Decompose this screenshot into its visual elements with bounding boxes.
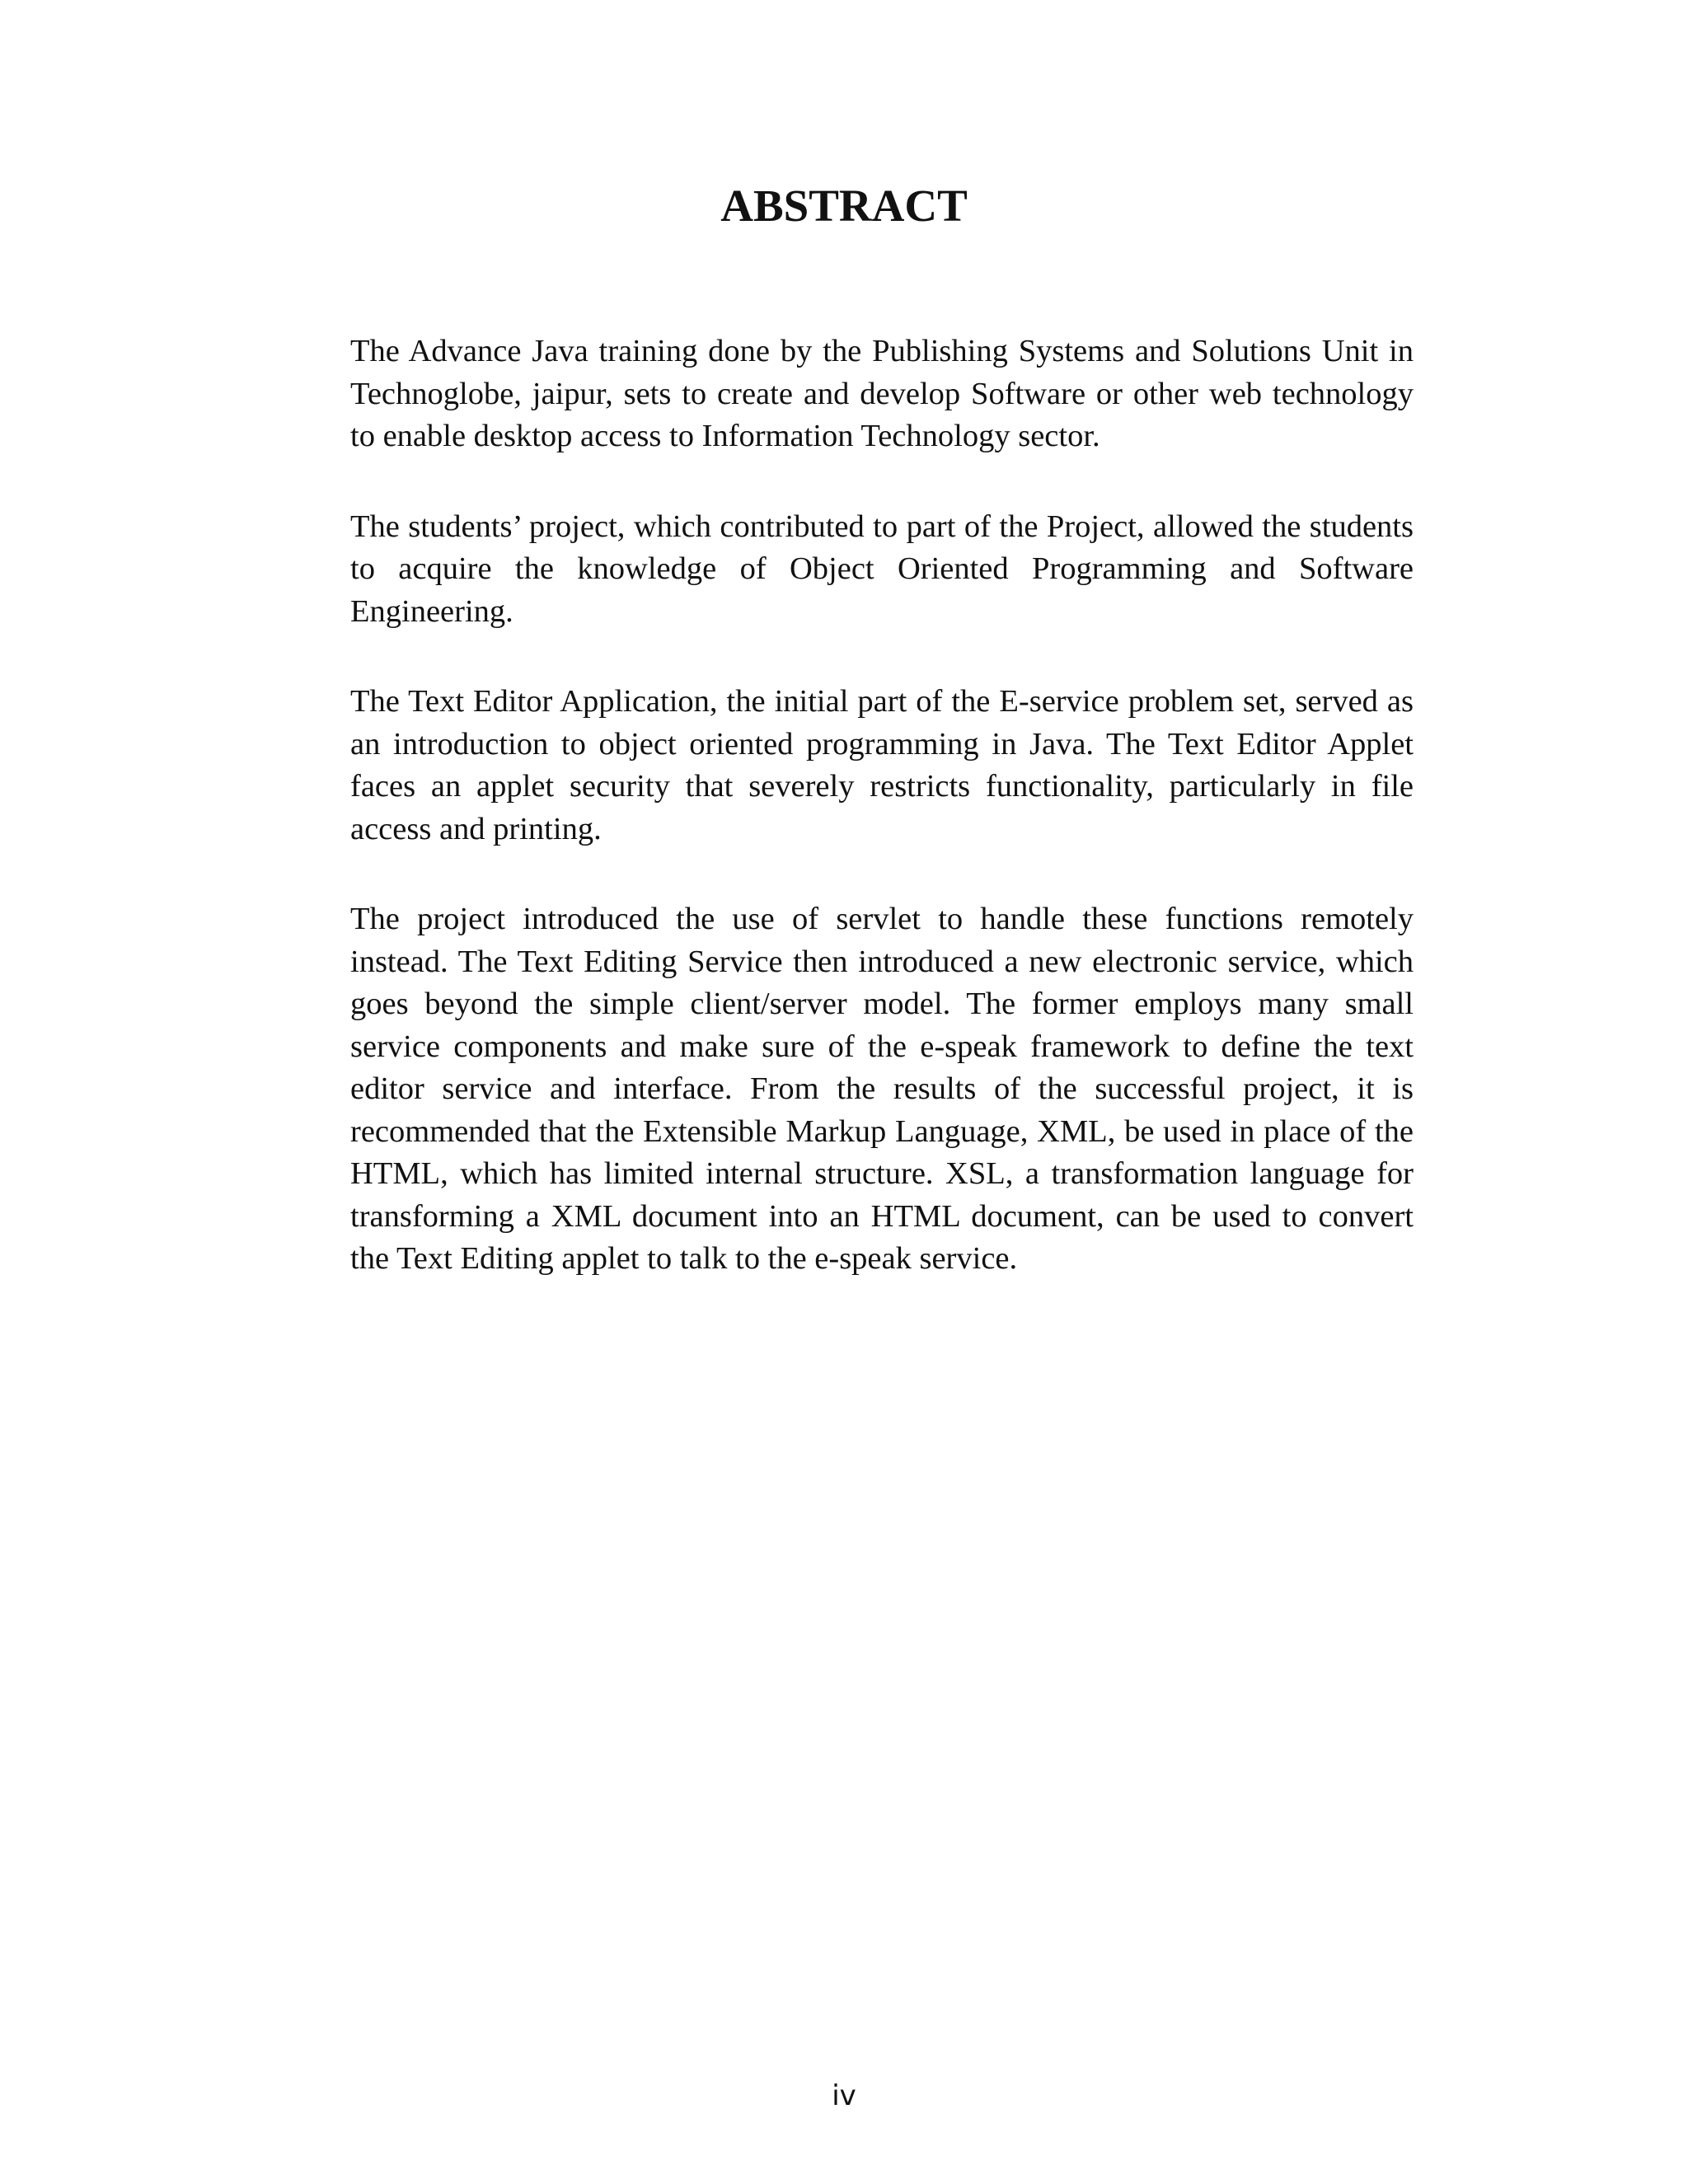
abstract-paragraph-3: The Text Editor Application, the initial part of the E-service problem set, served as an introduction to object oriented programming in Java. The Text Editor Applet faces an applet security that severely restricts functionality, particularly in file access and printing. [350,684,1414,846]
abstract-paragraph-2: The students’ project, which contributed to part of the Project, allowed the students to acquire the knowledge of Object Oriented Programming and Software Engineering. [350,509,1414,629]
abstract-paragraph-4: The project introduced the use of servlet to handle these functions remotely instead. The Text Editing Service then introduced a new electronic service, which goes beyond the simple client/server model. The former employs many small service components and make sure of the e-speak framework to define the text editor service and interface. From the results of the successful project, it is recommended that the Extensible Markup Language, XML, be used in place of the HTML, which has limited internal structure. XSL, a transformation language for transforming a XML document into an HTML document, can be used to convert the Text Editing applet to talk to the e-speak service. [350,902,1414,1276]
page-number: iv [832,2079,856,2112]
page-title: ABSTRACT [720,180,968,231]
abstract-body [350,330,1414,1329]
abstract-paragraph-1: The Advance Java training done by the Publishing Systems and Solutions Unit in Technoglobe, jaipur, sets to create and develop Software or other web technology to enable desktop access to Information Technology sector. [350,334,1414,453]
